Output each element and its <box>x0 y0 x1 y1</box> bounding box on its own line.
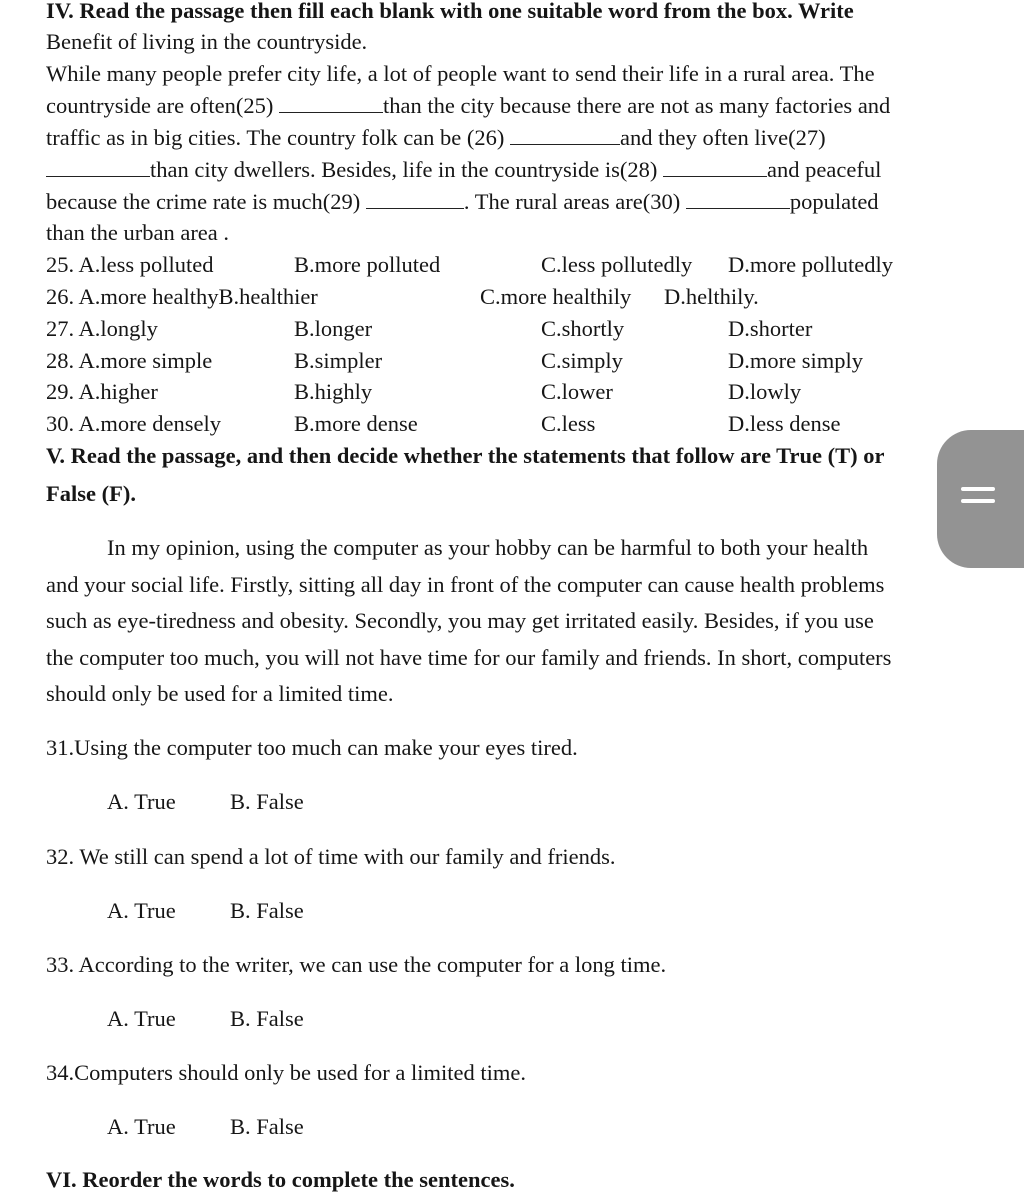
option-a[interactable]: 26. A.more healthyB.healthier <box>46 284 318 309</box>
section-4-heading: IV. Read the passage then fill each blank with one suitable word from the box. Write <box>46 0 854 23</box>
blank-27[interactable] <box>46 160 150 177</box>
q32-option-true[interactable]: A. True <box>107 898 176 923</box>
passage-text: and they often live(27) <box>620 125 826 150</box>
option-a[interactable]: 30. A.more densely <box>46 411 221 436</box>
passage-title: Benefit of living in the countryside. <box>46 29 368 54</box>
passage-text: While many people prefer city life, a lot of people want to send their life in a rural area. The <box>46 61 875 86</box>
side-panel-handle[interactable] <box>937 430 1024 568</box>
option-c[interactable]: C.shortly <box>541 316 625 341</box>
blank-30[interactable] <box>686 192 790 209</box>
passage2-line-1: In my opinion, using the computer as your hobby can be harmful to both your health <box>107 535 869 560</box>
option-b[interactable]: B.simpler <box>294 348 383 373</box>
option-c[interactable]: C.less <box>541 411 596 436</box>
blank-26[interactable] <box>510 128 620 145</box>
passage-text: populated <box>789 189 879 214</box>
option-d[interactable]: D.more simply <box>728 348 863 373</box>
question-33: 33. According to the writer, we can use the computer for a long time. <box>46 952 667 977</box>
passage-text: . The rural areas are(30) <box>463 189 686 214</box>
option-c[interactable]: C.lower <box>541 379 613 404</box>
passage-line-5 <box>46 191 879 214</box>
option-d[interactable]: D.lowly <box>728 379 802 404</box>
q34-option-false[interactable]: B. False <box>230 1114 304 1139</box>
section-5-heading-cont: False (F). <box>46 481 136 506</box>
option-c[interactable]: C.simply <box>541 348 623 373</box>
passage2-line-5: should only be used for a limited time. <box>46 681 394 706</box>
q31-option-false[interactable]: B. False <box>230 789 304 814</box>
passage2-line-3: such as eye-tiredness and obesity. Secondly, you may get irritated easily. Besides, if you use <box>46 608 874 633</box>
option-b[interactable]: B.more dense <box>294 411 418 436</box>
passage-line-2 <box>46 95 890 118</box>
passage-line-1 <box>46 63 875 86</box>
option-b[interactable]: B.highly <box>294 379 373 404</box>
blank-28[interactable] <box>663 160 767 177</box>
option-a[interactable]: 25. A.less polluted <box>46 252 214 277</box>
section-6-heading: VI. Reorder the words to complete the sentences. <box>46 1167 515 1192</box>
option-c[interactable]: C.more healthily <box>480 284 632 309</box>
question-32: 32. We still can spend a lot of time with our family and friends. <box>46 844 616 869</box>
passage-line-4 <box>46 159 881 182</box>
q33-option-true[interactable]: A. True <box>107 1006 176 1031</box>
blank-25[interactable] <box>279 96 383 113</box>
passage-text: because the crime rate is much(29) <box>46 189 366 214</box>
option-d[interactable]: D.less dense <box>728 411 841 436</box>
passage-text: than city dwellers. Besides, life in the countryside is(28) <box>150 157 664 182</box>
question-34: 34.Computers should only be used for a limited time. <box>46 1060 526 1085</box>
option-b[interactable]: B.longer <box>294 316 373 341</box>
q32-option-false[interactable]: B. False <box>230 898 304 923</box>
option-a[interactable]: 28. A.more simple <box>46 348 213 373</box>
q34-option-true[interactable]: A. True <box>107 1114 176 1139</box>
passage-text: countryside are often(25) <box>46 93 280 118</box>
handle-grip-icon <box>961 487 995 491</box>
option-a[interactable]: 29. A.higher <box>46 379 158 404</box>
passage-line-3 <box>46 127 826 150</box>
passage-text: and peaceful <box>767 157 882 182</box>
question-31: 31.Using the computer too much can make your eyes tired. <box>46 735 578 760</box>
passage-line-6: than the urban area . <box>46 220 230 245</box>
handle-grip-icon <box>961 499 995 503</box>
passage-text: traffic as in big cities. The country folk can be (26) <box>46 125 511 150</box>
option-d[interactable]: D.shorter <box>728 316 813 341</box>
option-a[interactable]: 27. A.longly <box>46 316 158 341</box>
option-d[interactable]: D.more pollutedly <box>728 252 893 277</box>
passage2-line-2: and your social life. Firstly, sitting all day in front of the computer can cause health problems <box>46 572 885 597</box>
section-5-heading: V. Read the passage, and then decide whether the statements that follow are True (T) or <box>46 443 885 468</box>
option-b[interactable]: B.more polluted <box>294 252 441 277</box>
passage2-line-4: the computer too much, you will not have time for our family and friends. In short, computers <box>46 645 892 670</box>
q33-option-false[interactable]: B. False <box>230 1006 304 1031</box>
blank-29[interactable] <box>366 192 464 209</box>
q31-option-true[interactable]: A. True <box>107 789 176 814</box>
option-c[interactable]: C.less pollutedly <box>541 252 693 277</box>
option-d[interactable]: D.helthily. <box>664 284 759 309</box>
passage-text: than the city because there are not as many factories and <box>383 93 891 118</box>
